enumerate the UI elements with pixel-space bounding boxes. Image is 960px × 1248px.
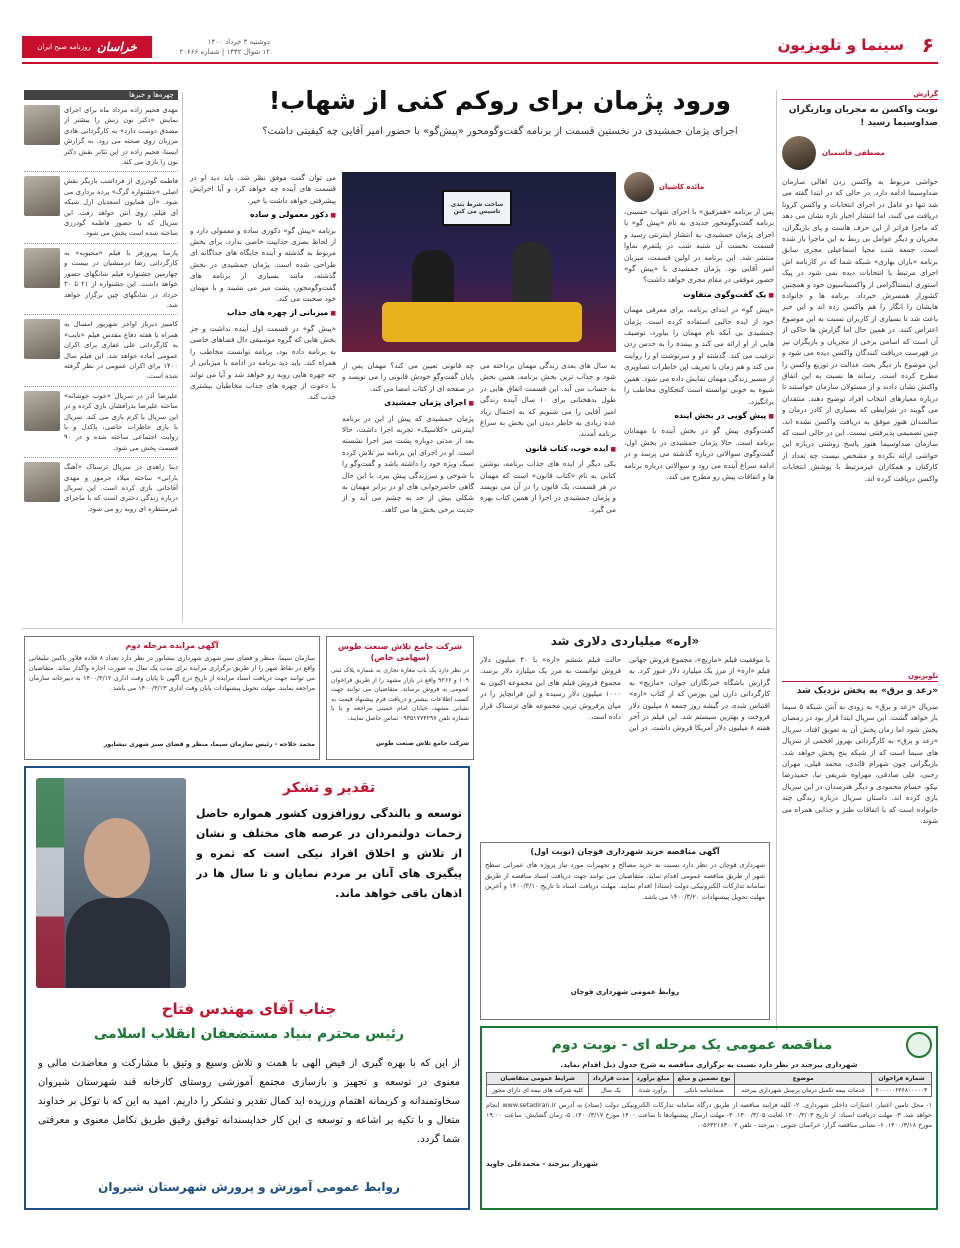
short-photo <box>24 176 60 216</box>
ad-birjand <box>480 1026 938 1210</box>
brand-logo: خراسان <box>96 40 137 54</box>
thanks-signature: روابط عمومی آموزش و پرورش شهرستان شیروان <box>98 1180 400 1194</box>
page-number: ۶ <box>921 36 934 57</box>
main-headline: ورود پژمان برای روکم کنی از شهاب! <box>268 86 732 115</box>
ad-company-signature: شرکت جامع تلاش صنعت طوس <box>376 740 469 747</box>
short-photo <box>24 391 60 431</box>
thanks-portrait <box>36 778 186 988</box>
shorts-title: چهره‌ها و خبرها <box>24 90 178 100</box>
portrait-suit <box>66 898 170 988</box>
shorts-column <box>24 90 178 620</box>
ad-company <box>326 636 474 760</box>
main-author-avatar <box>624 172 654 202</box>
brand-sub: روزنامه صبح ایران <box>37 43 91 51</box>
ad-company-title: شرکت جامع تلاش صنعت طوس (سهامی خاص) <box>338 642 462 662</box>
short-photo <box>24 105 60 145</box>
ad-birjand-intro: شهرداری بیرجند در نظر دارد نسبت به برگزاری مناقصه به شرح جدول ذیل اقدام نماید. <box>560 1061 858 1069</box>
report-body: حواشی مربوط به واکسن زدن اهالی سازمان صداوسیما ادامه دارد. در حالی که در ابتدا گفته می شد تنها دو عامل در اجرای انتخابات و واکسن کرونا دریافت می کنند، اما انتشار اخبار تازه نشان می دهد که ماجرا فراتر از این حرف هاست و پای بازیگران، مجریان و دیگر عوامل بی ربط به این ماجرا باز شده است. جمعه شب محیا اسماعیلی مجری سابق برنامه «باران بهاری» شبکه شما که در کارنامه اش اجرای مرتبط با انتخابات دیده نمی شود در پیک استوری اینستاگرامی از واکسیناسیون خود و همچنین کشوراز همسرش خبرداد. برنامه ها و خانواده هایشان را انگار را هم واکسن زده اند و این خبر باعث شد تا بسیاری از کاربران نسبت به این موضوع اعتراض کنند. در همین حال اما گزارش ها حاکی از آن است که اسامی برخی از مجریان و بازیگران نیز در فهرست دریافت کنندگان واکسن دیده می شود و این موضوع بار دیگر بحث عدالت در توزیع واکسن را مطرح کرده است. رسانه ها نسبت به این اتفاق واکنش نشان دادند و از مسئولان سازمان خواستند تا درباره معیارهای انتخاب افراد توضیح دهند. منتقدان می گویند در شرایطی که بسیاری از کادر درمان و سالمندان هنوز موفق به دریافت واکسن نشده اند، چنین تصمیمی پذیرفتنی نیست. این در حالی است که سازمان صداوسیما هنوز پاسخ روشنی درباره این حواشی ارائه نکرده و مشخص نیست چه تعداد از کارکنان و همکاران غیرمرتبط با پوشش انتخابات واکسن دریافت کرده اند. <box>782 177 938 483</box>
ad-tender-body: سازمان سیما، منظر و فضای سبز شهری شهرداری نیشابور در نظر دارد تعداد ۸ قلاده فلاور باکس تبلیغاتی واقع در نقاط شهر را از طریق برگزاری مزایده برای مدت یک سال به صورت اجاره واگذار نماید. متقاضیان می توانند جهت دریافت اسناد مزایده از تاریخ درج آگهی تا پایان وقت اداری ۱۴۰۰/۳/۱۲ به دبیرخانه سازمان مراجعه نمایند. مهلت تحویل پیشنهادات پایان وقت اداری ۱۴۰۰/۳/۱۳ می باشد. <box>29 654 315 692</box>
ad-birjand-signature: شهردار بیرجند - محمدعلی جاوید <box>486 1160 598 1168</box>
section-title: سینما و تلویزیون <box>777 36 904 54</box>
short-item-6: دینا زاهدی در سریال ترسناک «آهنگ بارانی» ساخته میلاد جرموز و مهدی آقاجانی بازی کرده است. این سریال درباره زندگی دختری است که با ماجرای غیرمنتظره ای روبه رو می شود. <box>24 462 178 514</box>
main-col-4: می توان گفت موفق نظر شد. باید دید او در قسمت های آینده چه خواهد کرد و آیا اجرایش پیشرفتی خواهد داشت یا خیر. ■ دکور معمولی و ساده برنامه «پیش گو» دکوری ساده و معمولی دارد و از لحاظ بصری جذابیت خاصی ندارد. برای بخش مربوط به گذشته و آینده جایگاه های جداگانه ای طراحی شده است. پژمان جمشیدی در بخش گذشته، مانند بسیاری از برنامه های گفت‌وگومحور، پشت میز می نشیند و با مهمان خود صحبت می کند. ■ میزبانی از چهره های جذاب «پیش گو» در قسمت اول آینده نداشت و جز بخش هایی که گروه موسیقی دال فضاهای خاصی به برنامه داده بود، برنامه توانست مخاطب را همراه کند. باید دید برنامه در ادامه با میزبانی از چه چهره هایی روبه رو خواهد شد و آیا می تواند با دعوت از چهره های جذاب مخاطبان بیشتری جذب کند. <box>190 172 336 622</box>
table-row: ۲۰۰۰۰۰۶۳۶۸۰۰۰۰۰۴ خدمات بیمه تکمیل درمان پرسنل شهرداری بیرجند ضمانتنامه بانکی برآورد شده یک سال کلیه شرکت های بیمه ای دارای مجوز <box>487 1085 932 1097</box>
page-header <box>22 36 938 60</box>
flag-stripe <box>36 778 64 988</box>
main-photo <box>342 172 616 352</box>
report-column <box>782 90 938 660</box>
tv-news <box>782 672 938 1012</box>
ad-birjand-title: مناقصه عمومی یک مرحله ای - نوبت دوم <box>551 1037 833 1053</box>
box-office-title: «اره» میلیاردی دلاری شد <box>550 634 700 648</box>
short-item-2: فاطمه گودرزی از فرداشب بازیگر نقش اصلی «جشنواره گرگ» پرده برداری می شود. «آن همایون اسعدیان ازل شبکه آی فیلم، روی آنتن خواهد رفت. این سریال که با حضور فاطمه گودرزی ساخته شده است پخش می شود. <box>24 176 178 238</box>
ad-birjand-notes: ۱- محل تامین اعتبار: اعتبارات داخلی شهرداری. ۲- کلیه فرایند مناقصه از طریق درگاه سامانه تدارکات الکترونیکی دولت (ستاد) به آدرس www.setadiran.ir انجام خواهد شد. ۳- مهلت دریافت اسناد: از تاریخ ۱۴۰۰/۳/۰۳ لغایت ۱۴۰۰/۳/۰۵. ۴- مهلت ارسال پیشنهادها تا ساعت ۱۴۰۰ مورخ ۱۴۰۰/۳/۱۷. ۵- زمان گشایش: ساعت ۱۹:۰۰ مورخ ۱۴۰۰/۳/۱۸. ۶- نشانی مناقصه گزار: خراسان جنوبی - بیرجند - تلفن ۰۵۶۳۲۱۸۳۰۰۲. <box>486 1101 932 1129</box>
photo-sofa <box>382 302 582 342</box>
ad-company-body: در نظر دارد یک باب مغازه تجاری به شماره پلاک ثبتی ۱۰۹ و ۹۲۶۶ واقع در بازار مشهد را از طریق فراخوان عمومی به فروش برساند. متقاضیان می توانند جهت کسب اطلاعات بیشتر و دریافت فرم پیشنهاد قیمت به نشانی مشهد، خیابان امام خمینی مراجعه و یا با شماره تلفن ۰۹۳۵۱۷۷۴۲۹۷ تماس حاصل نمایند. <box>331 667 469 722</box>
report-kicker: گزارش <box>782 90 938 100</box>
tv-news-body: سریال «رعد و برق» به زودی به آنتن شبکه ۵ سیما باز خواهد گشت. این سریال ابتدا قرار بود در رمضان پخش شود اما زمان پخش آن به تعویق افتاد. سریال «رعد و برق» به کارگردانی بهروز افخمی از سریال های سیما است که از شبکه پنج پخش خواهد شد. بازیگرانی چون شهرام قائدی، محمد فیلی، مهران رجبی، علی صادقی، مهراوه شریفی نیا، حمیدرضا نیکو، حسام محمودی و دیگر هنرمندان در این سریال بازی کرده اند. داستان سریال درباره زندگی چند خانواده است که با اتفاقات طنز و جذابی همراه می شوند. <box>782 702 938 826</box>
short-photo <box>24 248 60 288</box>
thanks-title: تقدیر و تشکر <box>282 780 376 796</box>
ad-thanks <box>24 766 470 1210</box>
tv-news-title: «رعد و برق» به پخش نزدیک شد <box>796 686 938 696</box>
photo-caption: ساخت شرط بندی تاسیس می کنن <box>450 201 504 215</box>
short-item-3: پارسا پیروزفر با فیلم «محبوبه» به کارگردانی رضا درمیشیان در بیست و چهارمین جشنواره فیلم شانگهای حضور خواهد داشت. این جشنواره از ۲۱ تا ۳۰ خرداد در شانگهای چین برگزار خواهد شد. <box>24 248 178 310</box>
thanks-name: جناب آقای مهندس فتاح <box>161 1000 337 1018</box>
main-col-1: مائده کاشیان پس از برنامه «همرفیق» با اجرای شهاب حسینی، برنامه گفت‌وگومحور جدیدی به نام «پیش گو» با اجرای پژمان جمشیدی، به انتشار اینترنتی رسید و قسمت نخست آن شنبه شب در پلتفرم نماوا منتشر شد. این برنامه در اولین قسمت، میزبان امیر آقایی بود. پژمان جمشیدی با «پیش گو» حضور موفقی در مقام مجری خواهد داشت؟ ■ یک گفت‌وگوی متفاوت «پیش گو» در ابتدای برنامه، برای معرفی مهمان خود از ایده جالبی استفاده کرده است. پژمان جمشیدی بی آنکه نام مهمان را بیاورد، توصیف هایی از او ارائه می کند و بیننده را به حدس زدن ترغیب می کند. گذشته او و سرنوشت او را روایت می کند و هم زمان با تعریف این خاطرات تصاویری از مسیر زندگی مهمان نمایش داده می شود. همین شیوه به خوبی توانسته است کنجکاوی مخاطب را برانگیزد. ■ پیش گویی در بخش اینده گفت‌وگوی پیش گو در بخش آینده با مهمانان برنامه است. حالا پژمان جمشیدی در بخش اول، گفت‌وگوی سوالاتی درباره گذشته می پرسد و در ادامه سراغ آینده می رود و سوالاتی درباره برنامه ها و اتفاقات پیش رو مطرح می کند. <box>624 172 774 622</box>
brand-box <box>22 36 152 58</box>
thanks-body: توسعه و بالندگی روزافزون کشور همواره حاصل زحمات دولتمردان در عرصه های مختلف و نشان از تلاش و اخلاق افراد نیکی است که ثمره و پیگیری های آنان بر مردم نمایان و تا سال ها در اذهان باقی خواهد ماند. <box>196 807 462 900</box>
short-item-1: مهدی فخیم زاده مرداد ماه برای اجرای نمایش «دکتر نون زنش را بیشتر از مصدق دوست دارد» به کارگردانی هادی مرزبان روی صحنه می رود. به گزارش ایسنا، فخیم زاده در این تئاتر نقش دکتر نون را بازی می کند. <box>24 105 178 167</box>
issue-date: دوشنبه ۳ خرداد ۱۴۰۰ ۱۲ شوال ۱۴۴۲ | شماره ۲۰۶۶۶ <box>179 38 270 56</box>
birjand-logo <box>906 1032 932 1058</box>
short-item-4: کامبیز دیرباز اواخر شهریور امسال به همراه با هفته دفاع مقدس فیلم «نایب» به کارگردانی علی غفاری برای اکران عمومی آماده خواهد شد. این فیلم سال ۱۴۰۰ برای اکران عمومی در نظر گرفته شده است. <box>24 319 178 381</box>
short-photo <box>24 462 60 502</box>
short-item-5: علیرضا آذر در سریال «خوب خوشانه» ساخته علیرضا بذرافشان بازی کرده و در این سریال با کرم بازی می کند. سریال با بازی خاطرات خاصی، پاکدل و با روایت اجتماعی ساخته شده و در ۹۰ قسمت پخش می شود. <box>24 391 178 453</box>
main-author: مائده کاشیان <box>659 183 705 191</box>
ad-quchan <box>480 842 770 1020</box>
main-subtitle: اجرای پژمان جمشیدی در نخستین قسمت از برنامه گفت‌وگومحور «پیش‌گو» با حضور امیر آقایی چه کیفیتی داشت؟ <box>262 126 738 137</box>
ad-tender-title: آگهی مزایده مرحله دوم <box>125 641 219 650</box>
birjand-table: شماره فراخوان موضوع نوع تضمین و مبلغ مبلغ برآورد مدت قرارداد شرایط عمومی متقاضیان ۲۰۰۰۰۰۶۳۶۸۰۰۰۰۰۴ خدمات بیمه تکمیل درمان پرسنل شهرداری بیرجند ضمانتنامه بانکی برآورد شده یک سال کلیه شرکت های بیمه ای دارای مجوز <box>486 1072 932 1097</box>
main-col-2: به سال های بعدی زندگی مهمان برداخته می شود و جذاب ترین بخش برنامه، همین بخش به حساب می آید. این قسمت اتفاق هایی در طول بدهختانی برای ۱۰ سال آینده زندگی امیر آقایی را می شنویم که به احتمال زیاد عده زیادی به خاطر دیدن این بخش به سراغ برنامه آمدند. ■ ایده خوب، کتاب قانون یکی دیگر از ایده های جذاب برنامه، نوشتن کتابی به نام «کتاب قانون» است که مهمان در هر قسمت، یک قانون را در آن می نویسد و پژمان جمشیدی در اجرا از همین کتاب بهره می گیرد. <box>480 360 616 630</box>
box-office-body: با موفقیت فیلم «ماریچ»، مجموع فروش جهانی فیلم «اره» از مرز یک میلیارد دلار عبور کرد. به گزارش باشگاه خبرنگاران جوان، «ماریچ» به کارگردانی دارن لین بوزمن که از کتاب «اره» اقتباس شده، در گیشه روز جمعه ۸ میلیون دلار فروخت و بهترین سیستم شد. این فیلم در آخر هفته ۸ میلیون دلار آمریکا فروش داشت. در این حالت فیلم ششم «اره» با ۴۰ میلیون دلار فروش توانست به مرز یک میلیارد دلار برسد. مجموع فروش فیلم های این مجموعه اکنون به ۱۰۰۰ میلیون دلار رسیده و این فرانچایز را در میان پرفروش ترین مجموعه های ترسناک قرار داده است. <box>480 655 770 733</box>
tv-news-kicker: تلویزیون <box>782 672 938 682</box>
ad-tender-signature: محمد خلاجه - رئیس سازمان سیما، منظر و فضای سبز شهری نیشابور <box>103 741 315 748</box>
short-photo <box>24 319 60 359</box>
thanks-body2: از این که با بهره گیری از فیض الهی با همت و تلاش وسیع و وثیق با مشارکت و معاضدت مالی و معنوی در توسعه و تجهیز و بازسازی مجتمع آموزشی روستای کارخانه قند شهرستان شیروان سخاوتمندانه و کریمانه اهتمام ورزیده اید کمال تقدیر و تشکر را داریم. امید به این که با توکل بر خداوند متعال و با تکیه بر اشاعه و توسعه ی این کار خداپسندانه توفیق رفیق طریق تکامل معنوی و معرفتی شما گردد. <box>38 1058 460 1145</box>
photo-screen <box>442 190 512 226</box>
ad-tender-neyshabur <box>24 636 320 760</box>
author-avatar <box>782 136 816 170</box>
box-office <box>480 634 770 834</box>
main-col-3: چه قانونی تعیین می کند؟ مهمان پس از پایان گفت‌وگو خودش قانونی را می نویسد و در صفحه ای از کتاب امضا می کند. ■ اجرای پژمان جمشیدی پژمان جمشیدی که پیش از این در برنامه اینترنتی «کلاسیک» تجربه اجرا داشت، حالا بعد از مدتی دوباره پشت میز اجرا نشسته است. او در اجرای این برنامه نیز تلاش کرده سبک ویژه خود را داشته باشد و گفت‌وگو را با شوخی و سرزندگی پیش ببرد. با این حال گاهی حاضرجوابی های او در برابر مهمان به شکلی بیش از حد به چشم می آید و از جدیت برخی بخش ها می کاهد. <box>342 360 474 630</box>
report-title: نوبت واکسن به مجریان وبازیگران صداوسیما رسید ! <box>788 105 938 128</box>
ad-quchan-title: آگهی مناقصه خرید شهرداری قوچان (نوبت اول) <box>530 847 720 856</box>
report-author: مصطفی قاسمیان <box>822 149 885 157</box>
thanks-position: رئیس محترم بنیاد مستضعفان انقلاب اسلامی <box>93 1026 405 1042</box>
portrait-face <box>84 818 150 898</box>
ad-quchan-signature: روابط عمومی شهرداری قوچان <box>570 988 680 996</box>
ad-quchan-body: شهرداری قوچان در نظر دارد نسبت به خرید مصالح و تجهیزات مورد نیاز پروژه های عمرانی سطح شهر از طریق مناقصه عمومی اقدام نماید. متقاضیان می توانند جهت دریافت اسناد مناقصه از طریق سامانه تدارکات الکترونیکی دولت (ستاد) اقدام نمایند. مهلت دریافت اسناد تا تاریخ ۱۴۰۰/۳/۱۰ و آخرین مهلت تحویل پیشنهادات ۱۴۰۰/۳/۲۰ می باشد. <box>485 861 765 901</box>
